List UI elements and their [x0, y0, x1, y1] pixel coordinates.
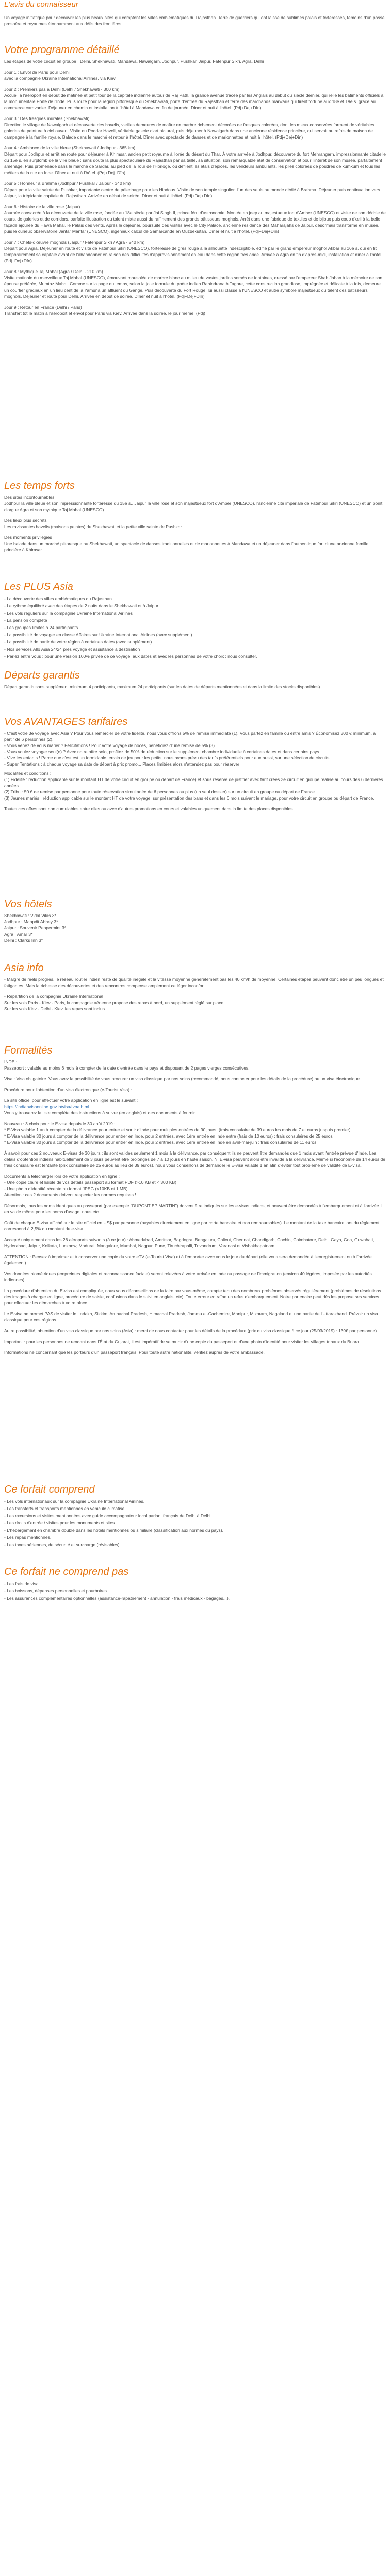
- section-title-comprend: Ce forfait comprend: [4, 1484, 95, 1495]
- modalite-item: (3) Jeunes mariés : réduction applicable sur le montant HT de votre voyage, sur présentation des bans et dans les 6 mois suivant le mariage, pour votre circuit en groupe ou départ de France.: [4, 795, 374, 801]
- plus-asia-item: - Nos services Allo Asia 24/24 près voyage et assistance à destination: [4, 647, 140, 652]
- departs-section: [4, 670, 386, 694]
- comprend-item: - Les excursions et visites mentionnées avec guide accompagnateur local parlant français de Delhi à Delhi.: [4, 1513, 212, 1518]
- formalite-item: - Une copie claire et lisible de vos détails passeport au format PDF (>10 KB et < 300 KB): [4, 1180, 177, 1185]
- day-body: Accueil à l'aéroport en début de matinée et petit tour de la capitale indienne autour de Raj Path, la grande avenue tracée par les Anglais au début du siècle dernier, qui relie les bâtiments officiels à la monumentale Porte de l'Inde. Puis route pour la région pittoresque du Shekhawati, porte d'entrée du Rajasthan et terre des marchands marwaris qui firent fortune aux 18e et 19e s. grâce au commerce caravanier. Déjeuner en chemin et installation à l'hôtel à Mandawa en fin de journée. Dîner et nuit à l'hôtel. (Pdj+Dej+Dîn): [4, 93, 384, 110]
- avantage-item: - Vous voulez voyager seul(e) ? Avec notre offre solo, profitez de 50% de réduction sur le supplément chambre individuelle à certaines dates et dans certains pays.: [4, 749, 320, 754]
- avantage-item: - Vous venez de vous marier ? Félicitations ! Pour votre voyage de noces, bénéficiez d'une remise de 5% (3).: [4, 743, 216, 748]
- formalite-item: Autre possibilité, obtention d'un visa classique par nos soins (Asia) : merci de nous contacter pour les détails de la procédure (prix du visa classique à ce jour (25/03/2019) : 139€ par personne).: [4, 1328, 378, 1333]
- plus-asia-list: [4, 595, 386, 660]
- comprend-section: [4, 1484, 386, 1548]
- intro-section: [4, 14, 386, 27]
- section-title-ne-comprend: Ce forfait ne comprend pas: [4, 1566, 129, 1578]
- day-body: Visite matinale du merveilleux Taj Mahal (UNESCO), émouvant mausolée de marbre blanc au milieu de vastes jardins semés de fontaines, dressé par l'empereur Shah Jahan à la mémoire de son épouse préférée, Mumtaz Mahal. Comme sur la page du temps, selon la jolie formule du poète indien Rabindranath Tagore, cette construction grandiose, imprégnée et délicate à la fois, demeure un courtier gracieux en un lieu cent de la Yamuna un affluent du Gange. Puis découverte du Fort Rouge, lui aussi classé à l'UNESCO et autre symbole majestueux du talent des bâtisseurs moghols. Déjeuner et route pour Delhi. Arrivée en début de soirée. Dîner et nuit à l'hôtel. (Pdj+Dej+Dîn): [4, 275, 383, 299]
- formalite-item: Nouveau : 3 choix pour le E-visa depuis le 30 août 2019 :: [4, 1121, 116, 1126]
- formalite-item: * E-Visa valable 1 an à compter de la délivrance pour entrer et sortir d'Inde pour multiples entrées de 90 jours. (frais consulaire de 39 euros les mois de 7 et euros juspuis premier): [4, 1127, 351, 1132]
- plus-asia-item: - Les vols réguliers sur la compagnie Ukraine International Airlines: [4, 611, 133, 616]
- formalite-item: Désormais, tous les noms identiques au passeport (par exemple "DUPONT EP MARTIN") doivent être indiqués sur les e-visas indiens, et peuvent être demandés à l'embarquement et à l'arrivée. Il en va de même pour les noms d'usage, nous etc.: [4, 1203, 384, 1214]
- hotels-list: [4, 912, 386, 943]
- asia-info-item: - Répartition de la compagnie Ukraine International :: [4, 994, 106, 999]
- asia-info-list: [4, 976, 386, 1012]
- day-body: Journée consacrée à la découverte de la ville rose, fondée au 18e siècle par Jai Singh II, prince féru d'astronomie. Montée en jeep au majestueux fort d'Amber (UNESCO) et visite de son dédale de cours, de galeries et de corridors, parfaite illustration du talent mixte aussi du raffinement des grands bâtisseurs moghols. Arrêt dans une fabrique de textiles et de bijoux puis coup d'œil à la belle façade ajourée du Hawa Mahal, le Palais des vents. Après le déjeuner, poursuite des visites avec le City Palace, ancienne résidence des Maharajahs de Jaipur, désormais transformé en musée, puis le curieux observatoire Jantar Mantar (UNESCO), ingénieux calcul de Samarcande en Ouzbékistan. Dîner et nuit à l'hôtel. (Pdj+Dej+Dîn): [4, 210, 386, 234]
- temps-fort-body: Les ravissantes havelis (maisons peintes) du Shekhawati et la petite ville sainte de Pushkar.: [4, 524, 183, 529]
- plus-asia-item: - La découverte des villes emblématiques du Rajasthan: [4, 596, 112, 601]
- day-title: Jour 4 : Ambiance de la ville bleue (Shekhawati / Jodhpur - 365 km): [4, 145, 136, 150]
- temps-fort-title: Des moments privilégiés: [4, 535, 52, 540]
- formalite-item: La procédure d'obtention du E-visa est compliquée, nous vous déconseillons de la faire par vous-même, compte tenu des nombreux problèmes observés régulièrement (problèmes de résolutions des images à charger en ligne, procédure de saisie, confusions dans le suivi en anglais, etc). Toute erreur entraîne un refus d'embarquement. Notre partenaire peut dès les propose ses services pour effectuer les démarches à votre place.: [4, 1288, 381, 1306]
- formalite-item: Important : pour les personnes ne rendant dans l'État du Gujarat, il est impératif de se munir d'une copie du passeport et d'une photo d'identité pour visiter les villages tribaux du Buara.: [4, 1339, 361, 1344]
- plus-asia-item: - Parlez entre vous : pour une version 100% privée de ce voyage, aux dates et avec les personnes de votre choix : nous consulter.: [4, 654, 257, 659]
- day-body: Transfert tôt le matin à l'aéroport et envol pour Paris via Kiev. Arrivée dans la soirée, le jour même. (Pdj): [4, 311, 205, 316]
- hotel-item: Jodhpur : Mappdit Abbey 3*: [4, 919, 58, 924]
- programme-section: [4, 44, 386, 321]
- temps-forts-list: [4, 494, 386, 553]
- programme-summary: Les étapes de votre circuit en groupe : Delhi, Shekhawati, Mandawa, Nawalgarh, Jodhpur, Pushkar, Jaipur, Fatehpur Sikri, Agra, Delhi: [4, 59, 264, 64]
- ne-comprend-item: - Les frais de visa: [4, 1581, 39, 1586]
- modalite-item: (1) Fidélité : réduction applicable sur le montant HT de votre circuit en groupe ou départ de France) et sous réserve de justifier avec tarif crées 3e circuit en groupe réalisé au cours des 6 dernières années.: [4, 777, 383, 788]
- day-body: avec la compagnie Ukraine International Airlines, via Kiev.: [4, 76, 117, 81]
- day-title: Jour 3 : Des fresques murales (Shekhawati): [4, 116, 90, 121]
- visa-official-link[interactable]: https://indianvisaonline.gov.in/visa/tvoa.html: [4, 1104, 89, 1109]
- plus-asia-section: [4, 581, 386, 660]
- asia-info-section: [4, 962, 386, 1012]
- formalite-link-line: [4, 1104, 386, 1110]
- temps-fort-title: Des lieux plus secrets: [4, 518, 47, 523]
- hotel-item: Jaipur : Souvenir Peppermint 3*: [4, 925, 67, 930]
- formalite-item: Documents à télécharger lors de votre application en ligne :: [4, 1174, 120, 1179]
- ne-comprend-item: - Les assurances complémentaires optionnelles (assistance-rapatriement - annulation - frais médicaux - bagages...).: [4, 1596, 230, 1601]
- day-title: Jour 7 : Chefs-d'œuvre moghols (Jaipur / Fatehpur Sikri / Agra - 240 km): [4, 240, 145, 245]
- plus-asia-item: - La possibilité de voyager en classe Affaires sur Ukraine International Airlines (avec supplément): [4, 632, 192, 637]
- day-body: Direction le village de Nawalgarh et découverte des havelis, vieilles demeures de maître en marbre richement décorées de fresques colorées, dont les mieux conservées forment de véritables galeries de peinture à ciel ouvert. Visite du Poddar Haveli, véritable galerie d'art pictural, puis déjeuner à Nawalgarh dans une ancienne résidence princière, qui servait autrefois de maison de campagne à la famille royale. Balade dans le marché et retour à l'hôtel. Dîner avec spectacle de danses et de marionnettes et nuit à l'hôtel. (Pdj+Dej+Dîn): [4, 122, 374, 140]
- formalite-item: Passeport : valable au moins 6 mois à compter de la date d'entrée dans le pays et disposant de 2 pages vierges consécutives.: [4, 1065, 250, 1071]
- day-title: Jour 1 : Envol de Paris pour Delhi: [4, 70, 70, 75]
- day-title: Jour 2 : Premiers pas à Delhi (Delhi / Shekhawati - 300 km): [4, 87, 120, 92]
- ne-comprend-section: [4, 1566, 386, 1602]
- avantages-section: [4, 716, 386, 817]
- asia-info-item: Sur les vols Paris - Kiev - Paris, la compagnie aérienne propose des repas à bord, un supplément réglé sur place.: [4, 1000, 225, 1005]
- avantage-item: - Vive les enfants ! Parce que c'est est un formidable terrain de jeu pour les petits, nous avons prévu des tarifs préférentiels pour eux aussi, sur une sélection de circuits.: [4, 755, 331, 760]
- section-title-formalites: Formalités: [4, 1045, 53, 1056]
- formalite-item: Informations ne concernant que les porteurs d'un passeport français. Pour toute autre nationalité, vérifiez auprès de votre ambassade.: [4, 1350, 265, 1355]
- formalite-item: * E-Visa valable 30 jours à compter de la délivrance pour entrer en Inde, pour 2 entrées, avec 1ère entrée en Inde en avril-mai-juin : frais consulaires de 11 euros: [4, 1140, 317, 1145]
- day-body: Départ pour Agra. Déjeuner en route et visite de Fatehpur Sikri (UNESCO), forteresse de grès rouge à la silhouette indescriptible, édifié par le grand empereur moghol Akbar au 16e s. qui en fit temporairement sa capitale avant de l'abandonner en raison des difficultés d'approvisionnement en eau dans cette région très aride. Arrivée à Agra en fin d'après-midi, installation et dîner à l'hôtel. (Pdj+Dej+Dîn): [4, 246, 383, 263]
- formalite-item: Le E-visa ne permet PAS de visiter le Ladakh, Sikkim, Arunachal Pradesh, Himachal Pradesh, Jammu et-Cachemire, Manipur, Mizoram, Nagaland et une partie de l'Uttarakhand. Prévoir un visa classique pour ces régions.: [4, 1311, 378, 1323]
- ne-comprend-item: - Les boissons, dépenses personnelles et pourboires.: [4, 1588, 108, 1594]
- temps-fort-body: Jodhpur la ville bleue et son impressionnante forteresse du 15e s., Jaipur la ville rose et son majestueux fort d'Amber (UNESCO), l'ancienne cité impériale de Fatehpur Sikri (UNESCO) et un point d'orgue Agra et son mythique Taj Mahal (UNESCO).: [4, 501, 383, 512]
- section-title-temps-forts: Les temps forts: [4, 480, 75, 492]
- avantage-item: - C'est votre 3e voyage avec Asia ? Pour vous remercier de votre fidélité, nous vous offrons 5% de remise immédiate (1). Vous partez en famille ou entre amis ? Économisez 300 € minimum, à partir de 6 personnes (2).: [4, 731, 376, 742]
- day-title: Jour 5 : Honneur à Brahma (Jodhpur / Pushkar / Jaipur - 340 km): [4, 181, 131, 186]
- day-body: Départ pour la ville sainte de Pushkar, importante centre de pèlerinage pour les Hindous. Visite de son temple singulier, l'un des seuls au monde dédié à Brahma. Déjeuner puis continuation vers Jaipur, la trépidante capitale du Rajasthan. Arrivée en début de soirée. Dîner et nuit à l'hôtel. (Pdj+Dej+Dîn): [4, 187, 380, 198]
- formalites-list: [4, 1059, 386, 1355]
- comprend-item: - Les transferts et transports mentionnés en véhicule climatisé.: [4, 1506, 126, 1511]
- asia-info-item: - Malgré de réels progrès, le réseau routier indien reste de qualité inégale et la vitesse moyenne généralement pas les 40 km/h de moyenne. Certaines étapes peuvent donc être un peu longues et fatigantes. Mais la richesse des découvertes et des rencontres compense amplement ce léger inconfort: [4, 977, 384, 988]
- temps-fort-title: Des sites incontournables: [4, 495, 55, 500]
- formalite-item: INDE :: [4, 1059, 18, 1064]
- departs-text: Départ garantis sans supplément minimum 4 participants, maximum 24 participants (sur les dates de départs mentionnées et dans la limite des stocks disponibles): [4, 684, 320, 689]
- plus-asia-item: - La possibilité de partir de votre région à certaines dates (avec supplément): [4, 639, 152, 645]
- avantages-modalites: [4, 770, 386, 801]
- formalite-item: Le site officiel pour effectuer votre application en ligne est le suivant :: [4, 1098, 138, 1103]
- modalite-item: (2) Tribu : 50 € de remise par personne pour toute réservation simultanée de 6 personnes ou plus (un seul dossier) sur un circuit en groupe ou départ de France.: [4, 789, 316, 794]
- formalite-item: Procédure pour l'obtention d'un visa électronique (e-Tourist Visa) :: [4, 1087, 132, 1092]
- temps-fort-body: Une balade dans un marché pittoresque au Shekhawati, un spectacle de danses traditionnelles et de marionnettes à Mandawa et un déjeuner dans l'authentique fort d'une ancienne famille princière à Khimsar.: [4, 541, 369, 552]
- section-title-connaisseur: L'avis du connaisseur: [4, 0, 78, 9]
- temps-forts-section: [4, 480, 386, 557]
- section-title-asia-info: Asia info: [4, 962, 44, 974]
- hotel-item: Shekhawati : Vidal Vilas 3*: [4, 913, 56, 918]
- programme-days: [4, 69, 386, 316]
- formalite-item: - Une photo d'identité récente au format JPEG (<10KB et 1 MB): [4, 1186, 128, 1191]
- avantages-list: [4, 730, 386, 767]
- comprend-item: - Les droits d'entrée / visites pour les monuments et sites.: [4, 1520, 116, 1526]
- intro-text: Un voyage initiatique pour découvrir les plus beaux sites qui comptent les villes emblématiques du Rajasthan. Terre de guerriers qui ont laissé de sublimes palais et forteresses, témoins d'un passé prospère et royaumes étonnamment aux défis des frontières.: [4, 15, 385, 26]
- comprend-item: - Les repas mentionnés.: [4, 1535, 52, 1540]
- comprend-list: [4, 1498, 386, 1548]
- plus-asia-item: - Les groupes limités à 24 participants: [4, 625, 78, 630]
- day-body: Départ pour Jodhpur et arrêt en route pour déjeuner à Khimsar, ancien petit royaume à l'orée du désert du Thar. À votre arrivée à Jodhpur, découverte du fort Mehrangarh, impressionnante citadelle du 15e s. en surplomb de la ville bleue : sans doute la plus spectaculaire du Rajasthan par sa taille, sa situation, son remarquable état de conservation et pour l'intérêt de son musée, parfaitement aménagé. Puis promenade dans le marché de Sardar, au pied de la Tour de l'Horloge, où défilent les étals d'épices, les vendeurs ambulants, les piles colorées de poudres de kumkum et tous les métiers de la rue en Inde. Dîner et nuit à l'hôtel. (Pdj+Dej+Dîn): [4, 151, 386, 175]
- section-title-plus-asia: Les PLUS Asia: [4, 581, 73, 592]
- section-title-departs: Départs garantis: [4, 670, 80, 681]
- avantages-footer: Toutes ces offres sont non cumulables entre elles ou avec d'autres promotions en cours et valables uniquement dans la limite des places disponibles.: [4, 806, 294, 811]
- plus-asia-item: - La pension complète: [4, 618, 47, 623]
- formalite-item: ATTENTION : Pensez à imprimer et à conserver une copie du votre eTV (e-Tourist Visa) et à l'emporter avec vous le jour du départ (elle vous sera demandée à l'enregistrement ou à l'arrivée également).: [4, 1254, 372, 1265]
- formalite-item: * E-Visa valable 30 jours à compter de la délivrance pour entrer en Inde, pour 2 entrées, avec 1ère entrée en Inde entre (frais de 10 euros) : frais consulaires de 25 euros: [4, 1133, 333, 1139]
- formalite-item: Accepté uniquement dans les 26 aéroports suivants (à ce jour) : Ahmedabad, Amritsar, Bagdogra, Bengaluru, Calicut, Chennai, Chandigarh, Cochin, Coimbatore, Delhi, Gaya, Goa, Guwahati, Hyderabad, Jaipur, Kolkata, Lucknow, Madurai, Mangalore, Mumbai, Nagpur, Pune, Tiruchirapalli, Trivandrum, Varanasi et Vishakhapatnam.: [4, 1237, 374, 1248]
- section-title-avantages: Vos AVANTAGES tarifaires: [4, 716, 128, 727]
- hotel-item: Agra : Amar 3*: [4, 931, 33, 937]
- hotel-item: Delhi : Clarks Inn 3*: [4, 938, 43, 943]
- formalite-item: Coût de chaque E-visa affiché sur le site officiel en US$ par personne (payables directement en ligne par carte bancaire et non remboursables). Le montant de la taxe bancaire lors du règlement correspond à 2,5% du montant du e-visa.: [4, 1220, 380, 1231]
- comprend-item: - Les taxes aériennes, de sécurité et surcharge (révisables): [4, 1542, 120, 1547]
- formalite-item: Attention : ces 2 documents doivent respecter les normes requises !: [4, 1192, 136, 1197]
- hotels-section: [4, 899, 386, 943]
- formalite-item: Visa : Visa obligatoire. Vous avez la possibilité de vous procurer un visa classique par nos soins (recommandé, nous contacter pour les détails de la procédure) ou un visa électronique.: [4, 1076, 361, 1081]
- day-title: Jour 8 : Mythique Taj Mahal (Agra / Delhi - 210 km): [4, 269, 103, 274]
- comprend-item: - L'hébergement en chambre double dans les hôtels mentionnés ou similaire (classification aux normes du pays).: [4, 1528, 223, 1533]
- avantage-item: - Super Tentations : à chaque voyage sa date de départ à prix promo... Places limitées alors n'attendez pas pour réserver !: [4, 761, 242, 767]
- comprend-item: - Les vols internationaux sur la compagnie Ukraine International Airlines.: [4, 1499, 145, 1504]
- formalites-section: [4, 1045, 386, 1360]
- section-title-hotels: Vos hôtels: [4, 899, 52, 910]
- day-title: Jour 6 : Histoire de la ville rose (Jaipur): [4, 204, 80, 209]
- ne-comprend-list: [4, 1580, 386, 1602]
- formalite-item: Vous y trouverez la liste complète des instructions à suivre (en anglais) et des documents à fournir.: [4, 1110, 196, 1115]
- asia-info-item: Sur les vols Kiev - Delhi - Kiev, les repas sont inclus.: [4, 1006, 106, 1011]
- day-title: Jour 9 : Retour en France (Delhi / Paris): [4, 304, 82, 310]
- modalite-item: Modalités et conditions :: [4, 771, 52, 776]
- formalite-item: À savoir pour ces 2 nouveaux E-visas de 30 jours : ils sont valides seulement 1 mois à la délivrance, par conséquent ils ne peuvent être demandés que 1 mois avant l'entrée prévue d'Inde. Les délais d'obtention indiens habituellement de 3 jours peuvent être prolongés de 7 à 10 jours en haute saison. Ni E-visa peuvent alors être invalidé à la délivrance. Même si l'économie de 14 euros de frais consulaire est tentante (prix consulaire de 25 euros au lieu de 39 euros), nous vous conseillons de demander le E-visa valable 1 an afin d'éviter tout problème de validité de E-visa.: [4, 1150, 385, 1168]
- formalite-item: Vos données biométriques (empreintes digitales et reconnaissance faciale) seront relevées à votre arrivée en Inde au passage de l'immigration (environ 40 légères, imposée par les autorités indiennes).: [4, 1271, 372, 1282]
- plus-asia-item: - Le rythme équilibré avec des étapes de 2 nuits dans le Shekhawati et à Jaipur: [4, 603, 159, 608]
- section-title-programme: Votre programme détaillé: [4, 44, 120, 56]
